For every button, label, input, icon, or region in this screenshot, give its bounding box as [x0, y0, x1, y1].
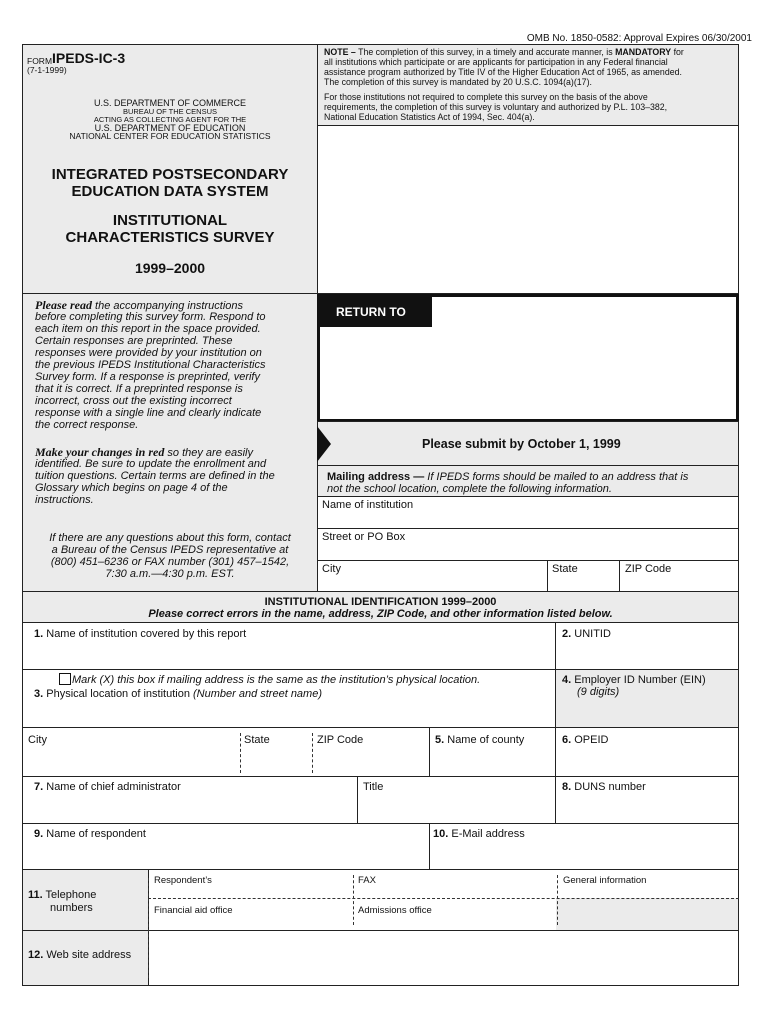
mailing-line-1: Mailing address — If IPEDS forms should be mailed to an address that is: [327, 471, 689, 483]
submit-deadline: Please submit by October 1, 1999: [422, 437, 621, 451]
instructions-line-5: responses were provided by your institution on: [35, 347, 262, 359]
red-changes-line-5: instructions.: [35, 494, 94, 506]
title-line-2: EDUCATION DATA SYSTEM: [71, 183, 269, 200]
dept-education: U.S. DEPARTMENT OF EDUCATION: [94, 123, 246, 133]
q9-label[interactable]: 9. Name of respondent: [34, 828, 146, 840]
financial-aid-field[interactable]: Financial aid office: [154, 905, 233, 916]
general-shade: [556, 898, 738, 930]
contact-line-3: (800) 451–6236 or FAX number (301) 457–1542,: [50, 556, 290, 568]
mailing-state-field[interactable]: State: [552, 563, 578, 575]
title-field[interactable]: Title: [363, 781, 384, 793]
form-name: IPEDS-IC-3: [52, 50, 126, 66]
instructions-line-2: before completing this survey form. Respond to: [35, 311, 266, 323]
form-prefix: FORM: [27, 56, 53, 66]
q7-label[interactable]: 7. Name of chief administrator: [34, 781, 181, 793]
city-field[interactable]: City: [28, 734, 47, 746]
same-address-checkbox[interactable]: [59, 673, 71, 685]
mailing-line-2: not the school location, complete the following information.: [327, 483, 612, 495]
mailing-city-field[interactable]: City: [322, 563, 341, 575]
instructions-line-6: the previous IPEDS Institutional Characteristics: [35, 359, 266, 371]
ident-title: INSTITUTIONAL IDENTIFICATION 1999–2000: [264, 596, 497, 608]
mailing-street-field[interactable]: Street or PO Box: [322, 531, 406, 543]
dept-commerce: U.S. DEPARTMENT OF COMMERCE: [93, 98, 246, 108]
return-to-label: RETURN TO: [336, 305, 406, 319]
q5-label[interactable]: 5. Name of county: [435, 734, 525, 746]
contact-line-1: If there are any questions about this form, contact: [49, 532, 291, 544]
q6-label[interactable]: 6. OPEID: [562, 734, 609, 746]
note-line-1: NOTE – The completion of this survey, in a timely and accurate manner, is MANDATORY for: [324, 47, 684, 57]
q2-label[interactable]: 2. UNITID: [562, 628, 611, 640]
q1-label[interactable]: 1. Name of institution covered by this report: [34, 628, 247, 640]
q8-label[interactable]: 8. DUNS number: [562, 781, 646, 793]
red-changes-line-4: Glossary which begins on page 4 of the: [35, 482, 228, 494]
q11-label: 11. Telephone: [28, 889, 97, 901]
title-line-1: INTEGRATED POSTSECONDARY: [51, 166, 289, 183]
mailing-zip-field[interactable]: ZIP Code: [625, 563, 672, 575]
instructions-line-11: the correct response.: [35, 419, 139, 431]
q4-label[interactable]: 4. Employer ID Number (EIN): [562, 674, 706, 686]
note-line-2: all institutions which participate or are applicants for participation in any Federal financial: [324, 57, 668, 67]
title-line-4: CHARACTERISTICS SURVEY: [65, 229, 275, 246]
q12-label[interactable]: 12. Web site address: [28, 949, 132, 961]
note-line-6: requirements, the completion of this survey is voluntary and authorized by P.L. 103–382,: [324, 102, 668, 112]
mailing-name-field[interactable]: Name of institution: [322, 499, 414, 511]
q3-label[interactable]: 3. Physical location of institution (Number and street name): [34, 688, 322, 700]
instructions-line-7: Survey form. If a response is preprinted, verify: [35, 371, 260, 383]
q11-label-2: numbers: [50, 902, 93, 914]
note-line-5: For those institutions not required to complete this survey on the basis of the above: [324, 92, 648, 102]
form-date: (7-1-1999): [27, 65, 67, 75]
red-changes-line-3: tuition questions. Certain terms are defined in the: [35, 470, 275, 482]
instructions-line-4: Certain responses are preprinted. These: [35, 335, 233, 347]
ident-subtitle: Please correct errors in the name, address, ZIP Code, and other information listed below.: [148, 608, 613, 620]
same-address-label: Mark (X) this box if mailing address is the same as the institution’s physical location.: [72, 674, 481, 686]
zip-field[interactable]: ZIP Code: [317, 734, 364, 746]
bureau-census: BUREAU OF THE CENSUS: [122, 107, 218, 116]
state-field[interactable]: State: [244, 734, 270, 746]
instructions-line-10: response with a single line and clearly indicate: [35, 407, 262, 419]
respondent-phone-field[interactable]: Respondent’s: [154, 875, 212, 886]
instructions-line-8: that it is correct. If a preprinted response is: [35, 383, 243, 395]
note-line-3: assistance program authorized by Title IV of the Higher Education Act of 1965, as amended.: [324, 67, 682, 77]
admissions-field[interactable]: Admissions office: [358, 905, 432, 916]
instructions-line-9: incorrect, cross out the existing incorrect: [35, 395, 232, 407]
omb-number: OMB No. 1850-0582: Approval Expires 06/30/2001: [526, 33, 752, 44]
general-info-field[interactable]: General information: [563, 875, 647, 886]
red-changes-line-1: Make your changes in red so they are easily: [35, 445, 253, 459]
contact-line-2: a Bureau of the Census IPEDS representative at: [51, 544, 289, 556]
note-line-7: National Education Statistics Act of 1994, Sec. 404(a).: [324, 112, 535, 122]
q10-label[interactable]: 10. E-Mail address: [433, 828, 525, 840]
fax-field[interactable]: FAX: [358, 875, 376, 886]
note-line-4: The completion of this survey is mandated by 20 U.S.C. 1094(a)(17).: [324, 77, 592, 87]
instructions-line-1: Please read the accompanying instructions: [35, 298, 244, 312]
q4-hint: (9 digits): [577, 686, 620, 698]
red-changes-line-2: identified. Be sure to update the enrollment and: [35, 458, 267, 470]
survey-year: 1999–2000: [134, 260, 206, 276]
title-line-3: INSTITUTIONAL: [112, 212, 228, 229]
contact-line-4: 7:30 a.m.—4:30 p.m. EST.: [105, 568, 235, 580]
submit-arrow-icon: [317, 426, 333, 462]
acting-agent: ACTING AS COLLECTING AGENT FOR THE: [93, 115, 247, 124]
instructions-line-3: each item on this report in the space provided.: [35, 323, 261, 335]
nces: NATIONAL CENTER FOR EDUCATION STATISTICS: [69, 131, 271, 141]
